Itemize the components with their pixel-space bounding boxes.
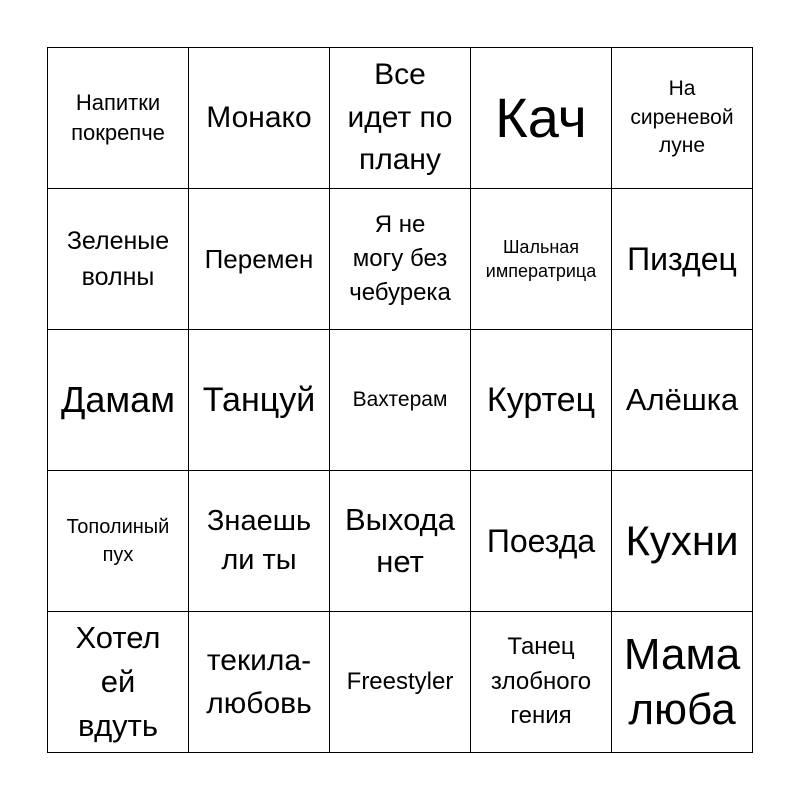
bingo-cell[interactable] — [48, 330, 189, 471]
cell-label: Кач — [495, 86, 587, 150]
bingo-cell[interactable] — [189, 189, 330, 330]
bingo-cell[interactable] — [471, 471, 612, 612]
cell-label: Знаешь ли ты — [206, 504, 312, 576]
bingo-cell[interactable] — [48, 48, 189, 189]
bingo-cell[interactable] — [471, 48, 612, 189]
bingo-cell[interactable] — [48, 471, 189, 612]
bingo-cell[interactable] — [189, 330, 330, 471]
cell-label: На сиреневой луне — [630, 77, 734, 158]
bingo-cell[interactable] — [330, 330, 471, 471]
bingo-cell[interactable] — [330, 48, 471, 189]
cell-label: Танец злобного гения — [490, 632, 592, 730]
cell-label: Все идет по плану — [347, 58, 453, 177]
bingo-cell[interactable] — [48, 189, 189, 330]
bingo-cell[interactable] — [330, 189, 471, 330]
bingo-cell[interactable] — [612, 471, 753, 612]
bingo-cell[interactable] — [189, 612, 330, 753]
bingo-cell[interactable] — [189, 48, 330, 189]
cell-label: Я не могу без чебурека — [349, 210, 451, 307]
cell-label: Зеленые волны — [66, 226, 170, 291]
cell-label: Монако — [206, 101, 312, 134]
cell-label: Шальная императрица — [485, 236, 597, 281]
cell-label: Freestyler — [346, 668, 454, 695]
cell-label: Алёшка — [625, 382, 739, 418]
cell-label: Вахтерам — [352, 388, 448, 412]
cell-label: Тополиный пух — [66, 516, 170, 566]
cell-label: текила- любовь — [206, 643, 312, 720]
bingo-cell[interactable] — [471, 330, 612, 471]
cell-label: Мама люба — [623, 630, 741, 734]
cell-label: Пиздец — [627, 240, 737, 277]
cell-label: Кухни — [625, 516, 739, 564]
bingo-cell[interactable] — [48, 612, 189, 753]
bingo-cell[interactable] — [612, 48, 753, 189]
cell-label: Куртец — [486, 380, 596, 419]
bingo-cell[interactable] — [612, 612, 753, 753]
cell-label: Перемен — [204, 243, 314, 274]
cell-label: Напитки покрепче — [71, 90, 165, 145]
bingo-cell[interactable] — [612, 189, 753, 330]
cell-label: Хотел ей вдуть — [75, 619, 161, 743]
bingo-cell[interactable] — [471, 612, 612, 753]
bingo-cell[interactable] — [612, 330, 753, 471]
cell-label: Танцуй — [202, 380, 316, 419]
bingo-cell[interactable] — [330, 471, 471, 612]
bingo-board — [47, 47, 753, 753]
bingo-cell[interactable] — [330, 612, 471, 753]
cell-label: Поезда — [486, 522, 596, 559]
bingo-cell[interactable] — [189, 471, 330, 612]
cell-label: Дамам — [61, 379, 175, 421]
cell-label: Выхода нет — [345, 502, 455, 579]
bingo-cell[interactable] — [471, 189, 612, 330]
